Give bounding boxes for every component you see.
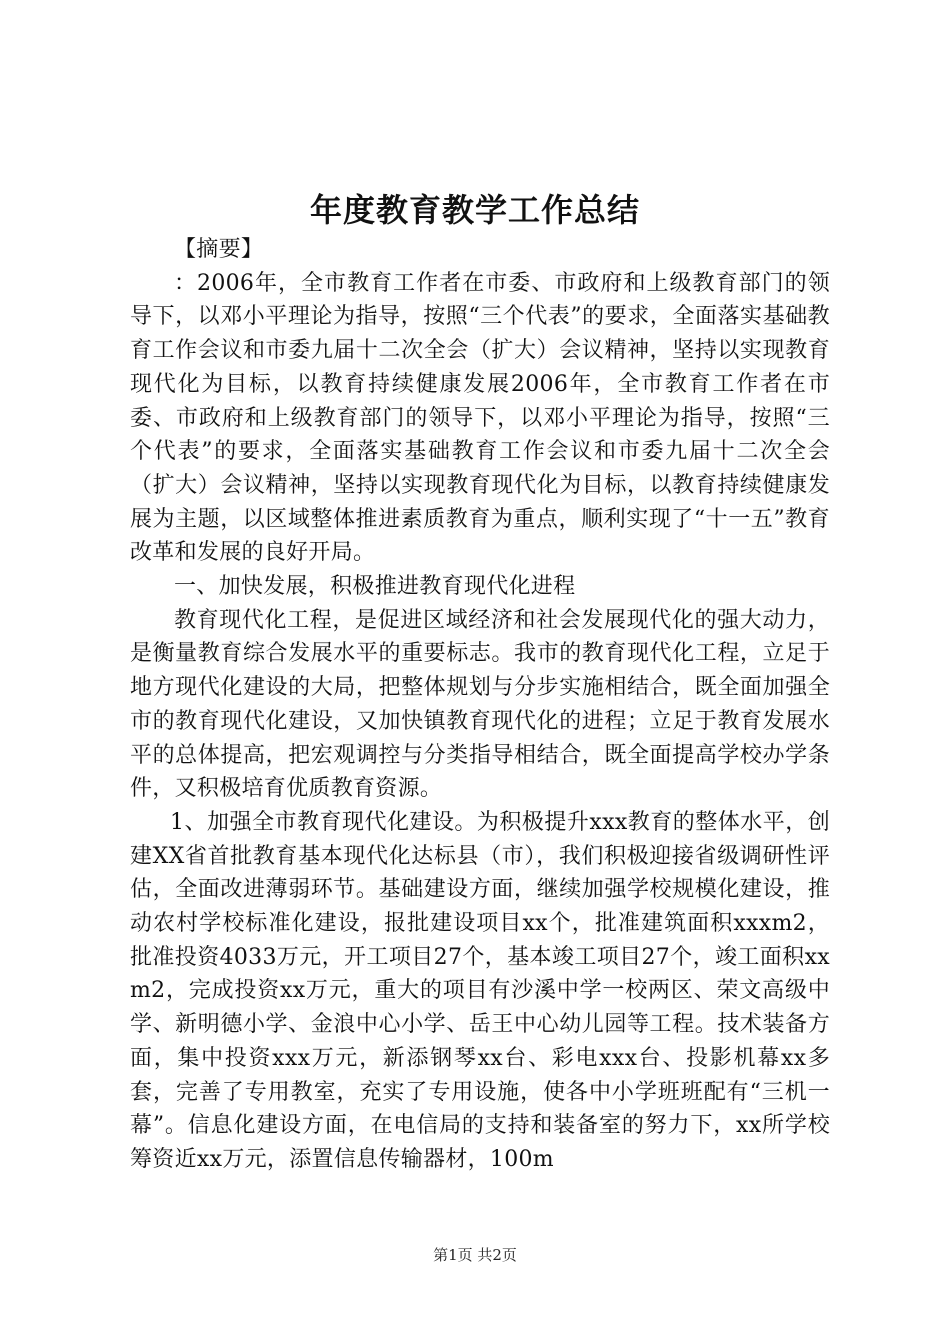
paragraph-abstract: ：2006年，全市教育工作者在市委、市政府和上级教育部门的领导下，以邓小平理论为指导，按照“三个代表”的要求，全面落实基础教育工作会议和市委九届十二次全会（扩大）会议精神，坚持以实现教育现代化为目标，以教育持续健康发展2006年，全市教育工作者在市委、市政府和上级教育部门的领导下，以邓小平理论为指导，按照“三个代表”的要求，全面落实基础教育工作会议和市委九届十二次全会（扩大）会议精神，坚持以实现教育现代化为目标，以教育持续健康发展为主题，以区域整体推进素质教育为重点，顺利实现了“十一五”教育改革和发展的良好开局。 [130, 270, 830, 566]
paragraph-modernization: 教育现代化工程，是促进区域经济和社会发展现代化的强大动力，是衡量教育综合发展水平的重要标志。我市的教育现代化工程，立足于地方现代化建设的大局，把整体规划与分步实施相结合，既全面加强全市的教育现代化建设，又加快镇教育现代化的进程；立足于教育发展水平的总体提高，把宏观调控与分类指导相结合，既全面提高学校办学条件，又积极培育优质教育资源。 [130, 607, 830, 802]
paragraph-item-1: 1、加强全市教育现代化建设。为积极提升xxx教育的整体水平，创建XX省首批教育基本现代化达标县（市），我们积极迎接省级调研性评估，全面改进薄弱环节。基础建设方面，继续加强学校规模化建设，推动农村学校标准化建设，报批建设项目xx个，批准建筑面积xxxm2，批准投资4033万元，开工项目27个，基本竣工项目27个，竣工面积xxm2，完成投资xx万元，重大的项目有沙溪中学一校两区、荣文高级中学、新明德小学、金浪中心小学、岳王中心幼儿园等工程。技术装备方面，集中投资xxx万元，新添钢琴xx台、彩电xxx台、投影机幕xx多套，完善了专用教室，充实了专用设施，使各中小学班班配有“三机一幕”。信息化建设方面，在电信局的支持和装备室的努力下，xx所学校筹资近xx万元，添置信息传输器材，100m [130, 809, 830, 1172]
document-title: 年度教育教学工作总结 [309, 191, 640, 229]
page-footer: 第1页 共2页 [433, 1246, 517, 1264]
section-heading-1: 一、加快发展，积极推进教育现代化进程 [174, 574, 576, 600]
abstract-label: 【摘要】 [174, 237, 264, 262]
document-body [130, 233, 830, 1177]
